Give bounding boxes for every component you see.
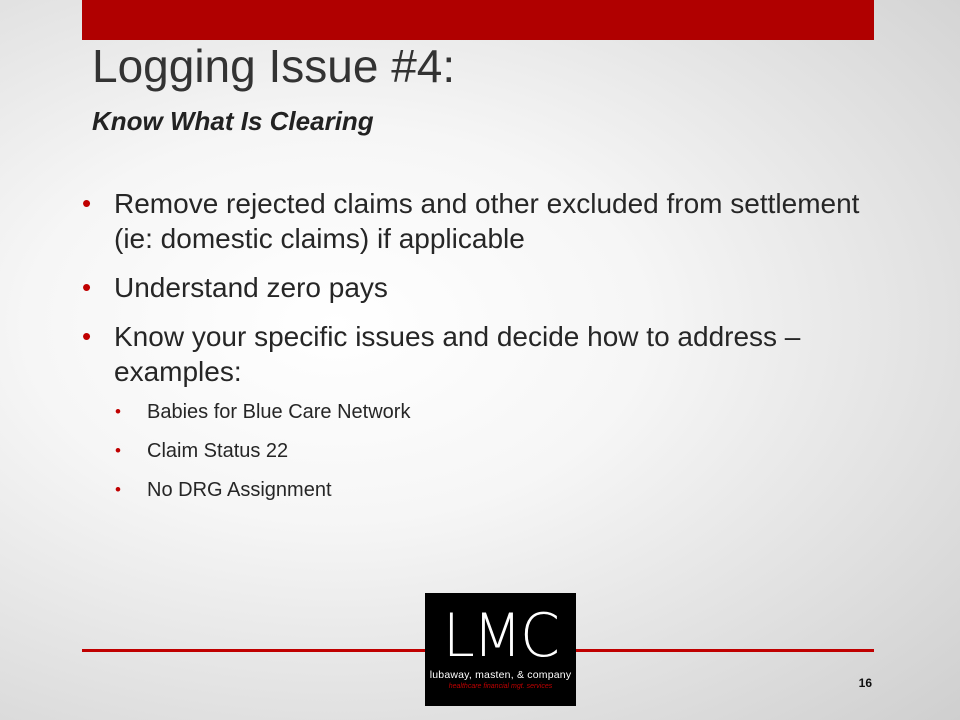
page-number: 16 [858,676,872,690]
bullet-dot-icon: • [82,272,92,302]
sub-bullet-text: Claim Status 22 [147,440,289,462]
bullet-item [82,270,872,305]
sub-bullet-text: Babies for Blue Care Network [147,401,411,423]
footer-rule-left [82,649,427,652]
logo-company-name: lubaway, masten, & company [429,669,572,681]
slide-title: Logging Issue #4: [92,40,456,92]
company-logo [425,593,576,706]
bullet-list [82,186,872,516]
bullet-dot-icon: • [82,188,92,218]
logo-tagline: healthcare financial mgt. services [448,683,553,690]
bullet-dot-icon: • [115,480,121,499]
logo-monogram: LMC [442,601,559,671]
bullet-dot-icon: • [115,441,121,460]
footer-rule-right [574,649,874,652]
bullet-text: Understand zero pays [114,272,388,303]
bullet-item [82,186,872,256]
slide-subtitle: Know What Is Clearing [92,106,374,136]
top-accent-bar [82,0,874,40]
sub-bullet-text: No DRG Assignment [147,479,332,501]
bullet-dot-icon: • [82,321,92,351]
sub-bullet-item [115,477,872,503]
bullet-text: Remove rejected claims and other excluded from settlement (ie: domestic claims) if applicable [114,188,860,254]
sub-bullet-item [115,438,872,464]
bullet-dot-icon: • [115,402,121,421]
bullet-text: Know your specific issues and decide how to address – examples: [114,321,801,387]
bullet-item [82,319,872,389]
sub-bullet-item [115,399,872,425]
